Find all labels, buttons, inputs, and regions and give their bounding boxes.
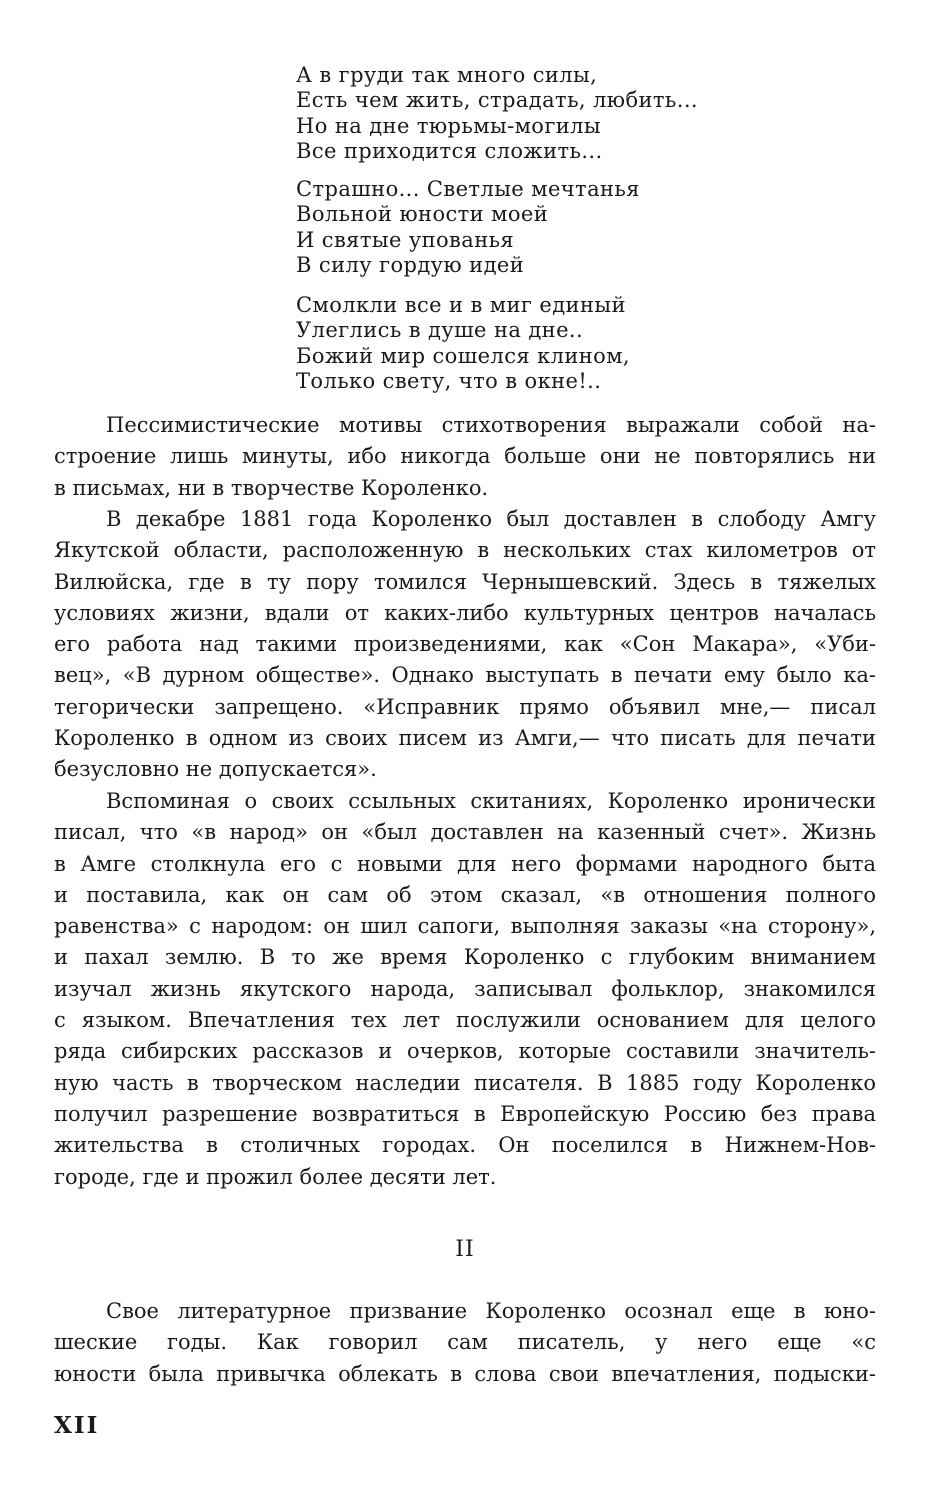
- paragraph-line: Пессимистические мотивы стихотворения выражали собой на-: [106, 413, 876, 437]
- paragraph-line: строение лишь минуты, ибо никогда больше они не повторялись ни: [54, 444, 876, 469]
- paragraph-line: безусловно не допускается».: [54, 757, 377, 782]
- poem-stanza: [296, 177, 716, 278]
- poem-stanza: [296, 63, 716, 164]
- poem-line: Страшно... Светлые мечтанья: [296, 177, 640, 201]
- paragraph-line: получил разрешение возвратиться в Европейскую Россию без права: [54, 1101, 876, 1126]
- poem-line: Но на дне тюрьмы-могилы: [296, 113, 602, 138]
- paragraph-line: изучал жизнь якутского народа, записывал фольклор, знакомился: [54, 976, 876, 1001]
- paragraph-line: вец», «В дурном обществе». Однако выступать в печати ему было ка-: [54, 663, 876, 688]
- paragraph-line: шеские годы. Как говорил сам писатель, у него еще «с: [54, 1330, 876, 1355]
- paragraph-line: условиях жизни, вдали от каких-либо культурных центров началась: [54, 600, 876, 625]
- body-paragraph: [54, 504, 876, 786]
- page-number: XII: [54, 1412, 100, 1439]
- poem-stanza: [296, 293, 716, 394]
- paragraph-line: ную часть в творческом наследии писателя. В 1885 году Короленко: [54, 1070, 876, 1095]
- poem-line: А в груди так много силы,: [296, 63, 598, 87]
- paragraph-line: и пахал землю. В то же время Короленко с глубоким вниманием: [54, 945, 876, 970]
- paragraph-line: Якутской области, расположенную в нескольких стах километров от: [54, 538, 876, 563]
- paragraph-line: Короленко в одном из своих писем из Амги,— что писать для печати: [54, 726, 876, 751]
- paragraph-line: его работа над такими произведениями, как «Сон Макара», «Уби-: [54, 632, 876, 657]
- paragraph-line: в Амге столкнула его с новыми для него формами народного быта: [54, 851, 876, 876]
- paragraph-line: городе, где и прожил более десяти лет.: [54, 1164, 497, 1189]
- paragraph-line: Вспоминая о своих ссыльных скитаниях, Короленко иронически: [106, 789, 876, 813]
- poem-line: Есть чем жить, страдать, любить...: [296, 88, 698, 113]
- poem-line: Божий мир сошелся клином,: [296, 343, 631, 368]
- poem-line: И святые упованья: [296, 227, 515, 252]
- paragraph-line: В декабре 1881 года Короленко был доставлен в слободу Амгу: [106, 507, 876, 531]
- poem-line: Вольной юности моей: [296, 202, 549, 227]
- paragraph-line: тегорически запрещено. «Исправник прямо объявил мне,— писал: [54, 694, 876, 719]
- body-paragraph: [54, 1296, 876, 1390]
- section-number: II: [455, 1237, 475, 1262]
- poem-line: В силу гордую идей: [296, 252, 525, 277]
- body-paragraph: [54, 786, 876, 1193]
- poem-line: Все приходится сложить...: [296, 138, 603, 163]
- poem-line: Только свету, что в окне!..: [296, 368, 602, 393]
- paragraph-line: писал, что «в народ» он «был доставлен на казенный счет». Жизнь: [54, 820, 876, 845]
- paragraph-line: Свое литературное призвание Короленко осознал еще в юно-: [106, 1299, 876, 1323]
- paragraph-line: юности была привычка облекать в слова свои впечатления, подыски-: [54, 1361, 876, 1386]
- poem-line: Смолкли все и в миг единый: [296, 293, 626, 317]
- paragraph-line: с языком. Впечатления тех лет послужили основанием для целого: [54, 1008, 876, 1033]
- paragraph-line: Вилюйска, где в ту пору томился Чернышевский. Здесь в тяжелых: [54, 569, 876, 594]
- paragraph-line: и поставила, как он сам об этом сказал, «в отношения полного: [54, 882, 876, 907]
- paragraph-line: ряда сибирских рассказов и очерков, которые составили значитель-: [54, 1039, 876, 1064]
- body-paragraph: [54, 410, 876, 504]
- paragraph-line: жительства в столичных городах. Он поселился в Нижнем-Нов-: [54, 1133, 876, 1158]
- poem-line: Улеглись в душе на дне..: [296, 318, 584, 343]
- paragraph-line: равенства» с народом: он шил сапоги, выполняя заказы «на сторону»,: [54, 914, 876, 939]
- paragraph-line: в письмах, ни в творчестве Короленко.: [54, 475, 489, 500]
